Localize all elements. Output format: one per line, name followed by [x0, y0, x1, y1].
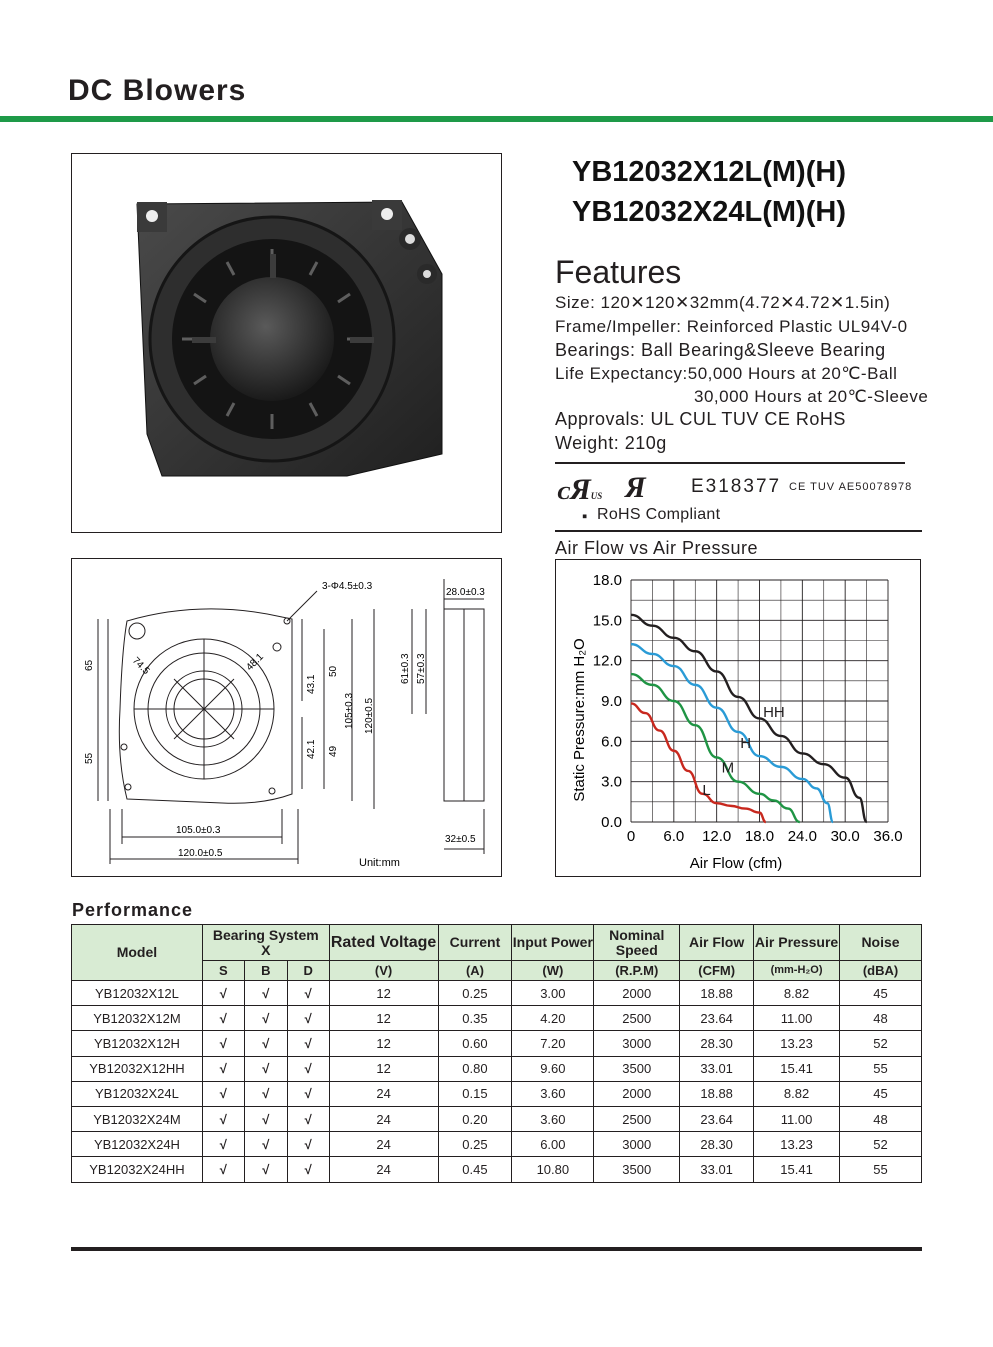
x-tick-label: 12.0	[702, 828, 732, 845]
rohs-compliant: RoHS Compliant	[597, 506, 721, 523]
chart-y-label: Static Pressure:mm H₂O	[571, 638, 588, 802]
dim-61: 61±0.3	[400, 653, 411, 684]
performance-table	[71, 924, 922, 1183]
col-model: Model	[72, 925, 203, 981]
cell-db: 55	[840, 1056, 922, 1081]
cell-v: 12	[329, 1056, 438, 1081]
check-mark-icon: √	[244, 1081, 287, 1106]
dimension-drawing-frame	[71, 558, 502, 877]
check-mark-icon: √	[244, 1132, 287, 1157]
check-mark-icon: √	[244, 981, 287, 1006]
dim-holes: 3-Φ4.5±0.3	[322, 581, 373, 592]
model-title-12v: YB12032X12L(M)(H)	[572, 156, 846, 188]
dimension-drawing	[72, 559, 501, 876]
drawing-unit: Unit:mm	[359, 857, 400, 869]
cell-cfm: 23.64	[680, 1006, 754, 1031]
cell-w: 3.00	[512, 981, 594, 1006]
cell-p: 13.23	[754, 1132, 840, 1157]
feature-weight: Weight: 210g	[555, 433, 667, 453]
cell-p: 13.23	[754, 1031, 840, 1056]
cell-w: 3.60	[512, 1106, 594, 1131]
unit-power: (W)	[512, 961, 594, 981]
col-voltage: Rated Voltage	[329, 925, 438, 961]
col-bearing	[202, 925, 329, 961]
cell-rpm: 3500	[594, 1056, 680, 1081]
performance-heading: Performance	[72, 900, 194, 920]
cell-v: 24	[329, 1081, 438, 1106]
dim-120-vertical: 120±0.5	[364, 697, 375, 734]
col-power: Input Power	[512, 925, 594, 961]
series-label-m: M	[721, 759, 735, 777]
cell-w: 7.20	[512, 1031, 594, 1056]
cell-cfm: 18.88	[680, 1081, 754, 1106]
unit-flow: (CFM)	[680, 961, 754, 981]
cell-v: 24	[329, 1157, 438, 1182]
feature-life-ball: Life Expectancy:50,000 Hours at 20℃-Ball	[555, 364, 898, 383]
x-tick-label: 0	[626, 828, 636, 845]
cell-p: 15.41	[754, 1056, 840, 1081]
cell-db: 52	[840, 1132, 922, 1157]
cell-p: 11.00	[754, 1106, 840, 1131]
cell-cfm: 28.30	[680, 1132, 754, 1157]
col-flow: Air Flow	[680, 925, 754, 961]
series-label-l: L	[702, 782, 711, 800]
ul-recognized-logo-icon: Я	[625, 471, 646, 504]
dim-65: 65	[84, 659, 95, 671]
cell-a: 0.45	[438, 1157, 512, 1182]
col-s: S	[202, 961, 244, 981]
check-mark-icon: √	[287, 1081, 329, 1106]
pq-chart-frame	[555, 559, 921, 877]
cell-db: 48	[840, 1006, 922, 1031]
x-tick-label: 18.0	[744, 828, 775, 845]
features-heading: Features	[555, 254, 682, 290]
cell-model: YB12032X24HH	[72, 1157, 203, 1182]
unit-noise: (dBA)	[840, 961, 922, 981]
chart-series	[631, 615, 867, 822]
ul-file-number: E318377	[691, 476, 782, 497]
table-row	[72, 1132, 922, 1157]
unit-current: (A)	[438, 961, 512, 981]
x-tick-label: 24.0	[787, 828, 817, 845]
check-mark-icon: √	[202, 1081, 244, 1106]
dim-42: 42.1	[306, 739, 317, 759]
cell-w: 3.60	[512, 1081, 594, 1106]
cell-a: 0.35	[438, 1006, 512, 1031]
chart-x-label: Air Flow (cfm)	[689, 855, 783, 872]
check-mark-icon: √	[202, 1106, 244, 1131]
product-photo-frame	[71, 153, 502, 533]
y-tick-label: 0.0	[601, 814, 622, 831]
chart-y-ticks	[593, 572, 622, 831]
cell-db: 55	[840, 1157, 922, 1182]
table-row	[72, 1031, 922, 1056]
col-b: B	[244, 961, 287, 981]
rohs-bullet-icon: ▪	[582, 508, 588, 525]
dim-57: 57±0.3	[416, 653, 427, 684]
cell-rpm: 3000	[594, 1132, 680, 1157]
cell-rpm: 3500	[594, 1157, 680, 1182]
chart-title: Air Flow vs Air Pressure	[555, 538, 759, 558]
col-noise: Noise	[840, 925, 922, 961]
table-row	[72, 981, 922, 1006]
cell-cfm: 28.30	[680, 1031, 754, 1056]
cell-db: 45	[840, 1081, 922, 1106]
cell-model: YB12032X24M	[72, 1106, 203, 1131]
cell-p: 15.41	[754, 1157, 840, 1182]
cell-v: 12	[329, 1031, 438, 1056]
cell-model: YB12032X12M	[72, 1006, 203, 1031]
y-tick-label: 3.0	[601, 773, 622, 791]
y-tick-label: 15.0	[592, 612, 622, 630]
dim-r48: 48.1	[244, 651, 266, 674]
series-label-hh: HH	[763, 704, 785, 722]
feature-approvals: Approvals: UL CUL TUV CE RoHS	[555, 409, 846, 429]
check-mark-icon: √	[244, 1157, 287, 1182]
cell-db: 45	[840, 981, 922, 1006]
bottom-rule	[71, 1247, 922, 1251]
cell-a: 0.60	[438, 1031, 512, 1056]
y-tick-label: 6.0	[601, 733, 622, 751]
cell-w: 4.20	[512, 1006, 594, 1031]
feature-life-sleeve: 30,000 Hours at 20℃-Sleeve	[694, 387, 929, 406]
dim-43: 43.1	[306, 674, 317, 694]
feature-bearings: Bearings: Ball Bearing&Sleeve Bearing	[555, 340, 886, 360]
features-divider	[555, 462, 905, 464]
check-mark-icon: √	[202, 1031, 244, 1056]
cell-db: 48	[840, 1106, 922, 1131]
dim-49: 49	[328, 745, 339, 757]
ul-cul-logo-icon: ᴄЯUS	[558, 473, 603, 506]
table-row	[72, 1081, 922, 1106]
cell-v: 24	[329, 1132, 438, 1157]
cell-p: 8.82	[754, 981, 840, 1006]
cell-model: YB12032X24L	[72, 1081, 203, 1106]
dim-depth-28: 28.0±0.3	[446, 587, 485, 598]
check-mark-icon: √	[202, 1056, 244, 1081]
cell-cfm: 33.01	[680, 1157, 754, 1182]
cell-w: 6.00	[512, 1132, 594, 1157]
dim-50: 50	[328, 665, 339, 677]
x-tick-label: 36.0	[873, 828, 903, 845]
y-tick-label: 18.0	[592, 572, 622, 589]
col-speed: Nominal Speed	[594, 925, 680, 961]
check-mark-icon: √	[287, 1031, 329, 1056]
cell-model: YB12032X12L	[72, 981, 203, 1006]
cell-db: 52	[840, 1031, 922, 1056]
cell-model: YB12032X24H	[72, 1132, 203, 1157]
check-mark-icon: √	[287, 1106, 329, 1131]
table-row	[72, 1006, 922, 1031]
series-line-m	[631, 674, 800, 822]
cell-rpm: 2000	[594, 981, 680, 1006]
y-tick-label: 12.0	[592, 652, 622, 670]
x-tick-label: 30.0	[830, 828, 860, 845]
cell-cfm: 33.01	[680, 1056, 754, 1081]
col-bearing-x: X	[261, 941, 271, 958]
col-pressure: Air Pressure	[754, 925, 840, 961]
series-line-hh	[631, 615, 867, 822]
cell-a: 0.80	[438, 1056, 512, 1081]
dim-r74: 74.5	[129, 655, 152, 677]
check-mark-icon: √	[287, 1056, 329, 1081]
chart-series-labels	[702, 704, 784, 799]
title-rule	[0, 116, 993, 122]
cell-a: 0.25	[438, 1132, 512, 1157]
cell-p: 8.82	[754, 1081, 840, 1106]
cell-rpm: 2000	[594, 1081, 680, 1106]
series-label-h: H	[740, 735, 752, 753]
x-tick-label: 6.0	[663, 828, 685, 845]
table-row	[72, 1106, 922, 1131]
check-mark-icon: √	[202, 1006, 244, 1031]
cell-v: 24	[329, 1106, 438, 1131]
table-row	[72, 1157, 922, 1182]
pq-chart	[556, 560, 920, 876]
blower-fan-image	[72, 154, 501, 532]
cell-a: 0.20	[438, 1106, 512, 1131]
check-mark-icon: √	[287, 1132, 329, 1157]
col-d: D	[287, 961, 329, 981]
unit-speed: (R.P.M)	[594, 961, 680, 981]
feature-frame: Frame/Impeller: Reinforced Plastic UL94V-0	[555, 317, 908, 336]
check-mark-icon: √	[287, 981, 329, 1006]
dim-width-105: 105.0±0.3	[176, 825, 221, 836]
chart-x-ticks	[627, 828, 903, 845]
col-bearing-label: Bearing System	[212, 926, 319, 943]
cell-rpm: 2500	[594, 1106, 680, 1131]
check-mark-icon: √	[244, 1106, 287, 1131]
dim-55: 55	[84, 752, 95, 764]
ce-tuv-number: CE TUV AE50078978	[789, 481, 913, 493]
dim-depth-32: 32±0.5	[445, 834, 476, 845]
y-tick-label: 9.0	[601, 693, 622, 710]
col-current: Current	[438, 925, 512, 961]
check-mark-icon: √	[287, 1006, 329, 1031]
cell-model: YB12032X12H	[72, 1031, 203, 1056]
cell-v: 12	[329, 1006, 438, 1031]
check-mark-icon: √	[202, 1132, 244, 1157]
cell-cfm: 18.88	[680, 981, 754, 1006]
check-mark-icon: √	[202, 1157, 244, 1182]
cell-v: 12	[329, 981, 438, 1006]
performance-rows	[72, 981, 922, 1183]
cell-model: YB12032X12HH	[72, 1056, 203, 1081]
unit-voltage: (V)	[329, 961, 438, 981]
check-mark-icon: √	[244, 1006, 287, 1031]
check-mark-icon: √	[202, 981, 244, 1006]
chart-divider	[555, 530, 922, 532]
dim-105-vertical: 105±0.3	[344, 692, 355, 729]
cell-rpm: 2500	[594, 1006, 680, 1031]
cell-rpm: 3000	[594, 1031, 680, 1056]
cell-w: 9.60	[512, 1056, 594, 1081]
page-title: DC Blowers	[68, 74, 247, 107]
check-mark-icon: √	[287, 1157, 329, 1182]
cell-w: 10.80	[512, 1157, 594, 1182]
model-title-24v: YB12032X24L(M)(H)	[572, 196, 846, 228]
check-mark-icon: √	[244, 1031, 287, 1056]
dim-width-120: 120.0±0.5	[178, 848, 223, 859]
unit-pressure: (mm-H₂O)	[754, 961, 840, 981]
cell-p: 11.00	[754, 1006, 840, 1031]
feature-size: Size: 120✕120✕32mm(4.72✕4.72✕1.5in)	[555, 293, 891, 312]
cell-a: 0.25	[438, 981, 512, 1006]
cell-cfm: 23.64	[680, 1106, 754, 1131]
check-mark-icon: √	[244, 1056, 287, 1081]
cell-a: 0.15	[438, 1081, 512, 1106]
table-row	[72, 1056, 922, 1081]
